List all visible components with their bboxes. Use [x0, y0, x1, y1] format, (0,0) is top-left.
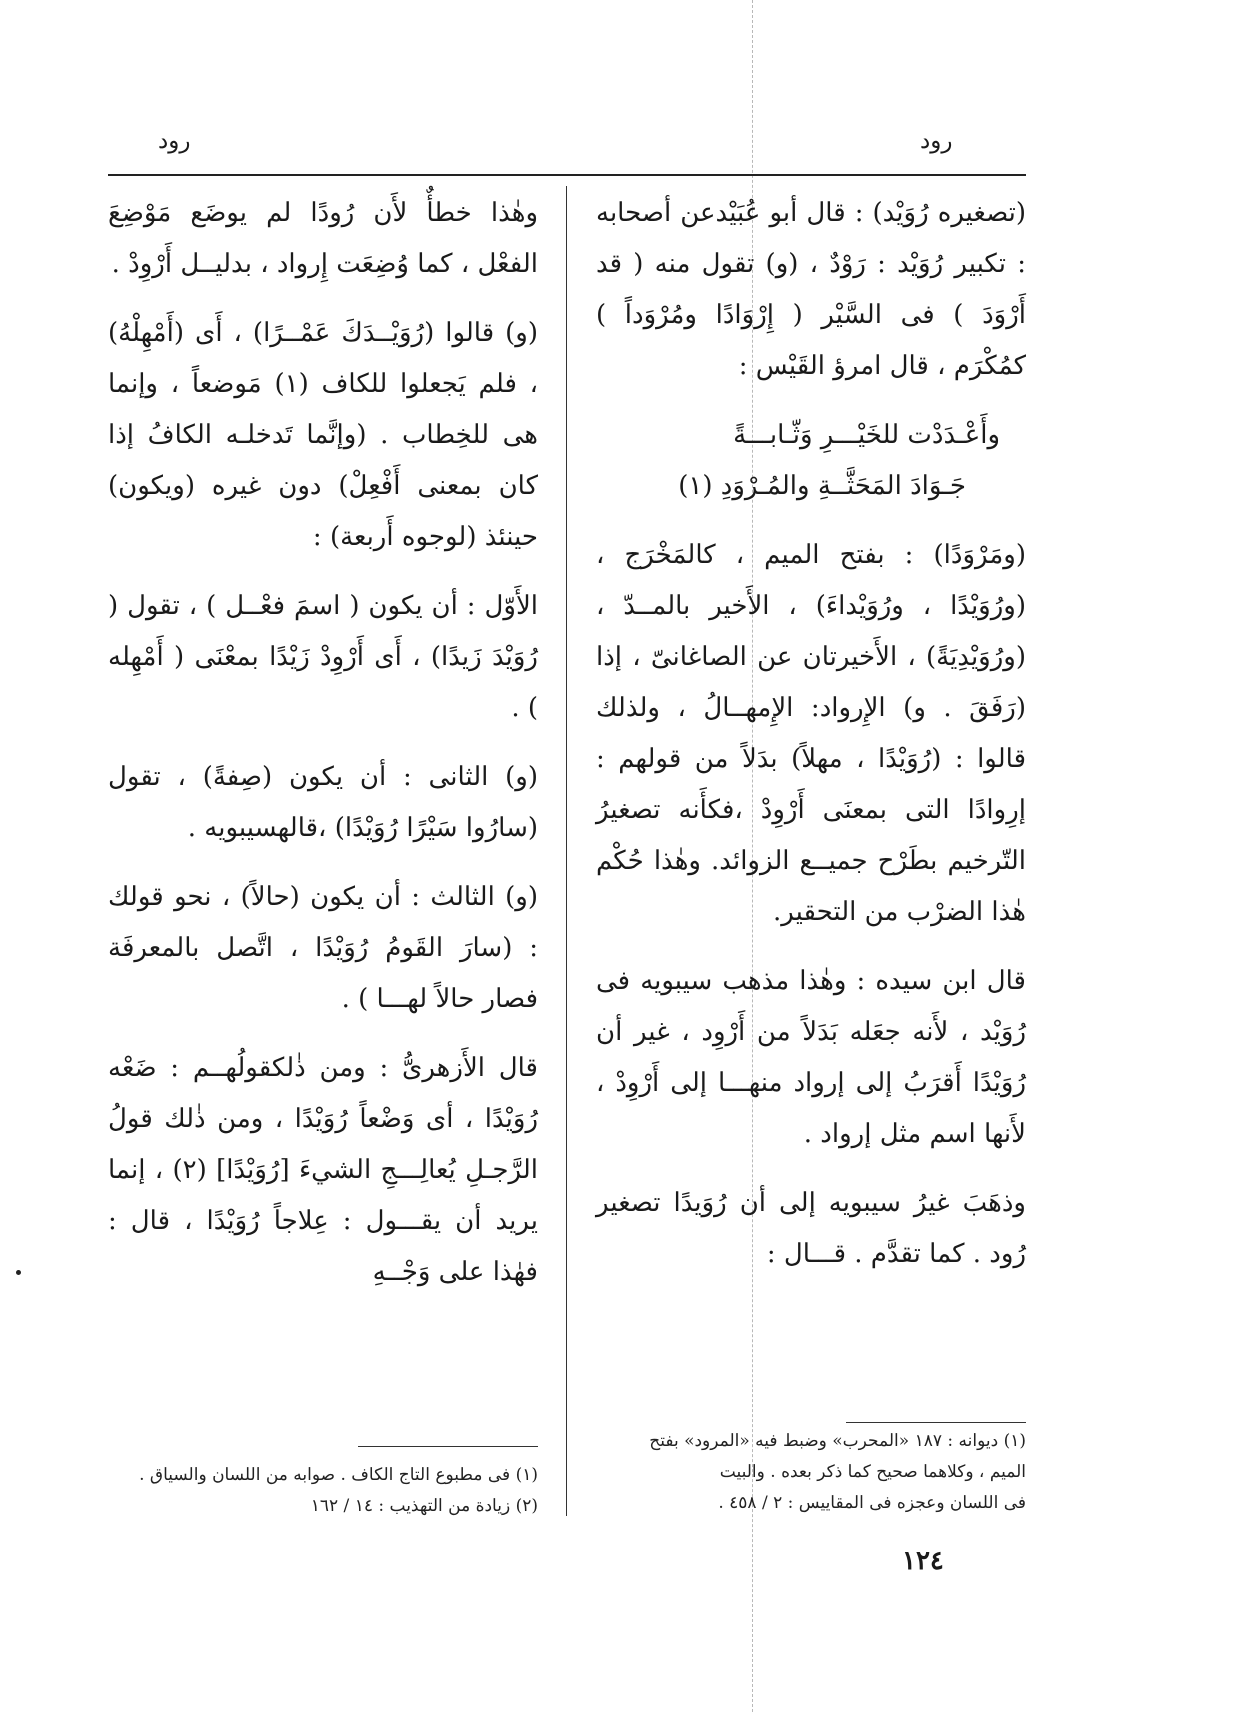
footnotes-left: [108, 1460, 538, 1522]
header-rule: [108, 174, 1026, 176]
paragraph: الأَوّل : أن يكون ( اسمَ فعْــل ) ، تقول ( رُوَيْدَ زَيدًا) ، أَى أَرْوِدْ زَيْدًا بمعْنَى ( أَمْهِله ) .: [108, 591, 538, 723]
verse-line-2: جَـوَادَ المَحَثَّــةِ والمُـرْوَدِ (١): [678, 471, 966, 501]
footnote-line: الميم ، وكلاهما صحيح كما ذكر بعده . والبيت: [719, 1462, 1026, 1482]
scan-speck: [16, 1270, 21, 1275]
paragraph: (ومَرْوَدًا) : بفتح الميم ، كالمَخْرَج ، (ورُوَيْدًا ، ورُوَيْداءَ) ، الأَخير بالمــدّ ، (ورُوَيْدِيَةً) ، الأَخيرتان عن الصاغانىّ ، إذا (رَفَقَ . و) الإِرواد: الإِمهــالُ ، ولذلك قالوا : (رُوَيْدًا ، مهلاً) بدَلاً من قولهم : إرِوادًا التى بمعنَى أَرْوِدْ ،فكأَنه تصغيرُ التّرخيم بطَرْح جميــع الزوائد. وهٰذا حُكْم هٰذا الضرْب من التحقير.: [596, 540, 1026, 927]
paragraph: قال الأَزهرىُّ : ومن ذٰلكقولُهــم : ضَعْه رُوَيْدًا ، أى وَضْعاً رُوَيْدًا ، ومن ذٰلك قولُ الرَّجـلِ يُعالِـــجِ الشيءَ [رُوَيْدًا] (٢) ، إنما يريد أن يقـــول : عِلاجاً رُوَيْدًا ، قال : فهٰذا على وَجْــهِ: [108, 1053, 538, 1287]
paragraph: (و) الثالث : أن يكون (حالاً) ، نحو قولك : (سارَ القَومُ رُوَيْدًا ، اتَّصل بالمعرفَة فصار حالاً لهـــا ) .: [108, 882, 538, 1014]
column-divider: [566, 186, 567, 1516]
footnote-rule-left: [358, 1446, 538, 1447]
paragraph: (تصغيره رُوَيْد) : قال أبو عُبَيْدعن أصحابه : تكبير رُوَيْد : رَوْدٌ ، (و) تقول منه ( قد أَرْوَدَ ) فى السَّيْر ( إِرْوَادًا ومُرْوَداً ) كمُكْرَم ، قال امرؤ القَيْس :: [596, 198, 1026, 381]
running-header-left: رود: [158, 128, 191, 154]
footnote-line: فى اللسان وعجزه فى المقاييس : ٢ / ٤٥٨ .: [718, 1493, 1026, 1513]
paragraph: وهٰذا خطأٌ لأَن رُودًا لم يوضَع مَوْضِعَ الفعْل ، كما وُضِعَت إِرواد ، بدليــل أَرْوِدْ .: [108, 198, 538, 279]
footnotes-right: [596, 1426, 1026, 1519]
verse-line-1: وأَعْـدَدْت للخَيْـــرِ وَثّـابـــةً: [733, 420, 1000, 450]
left-column: [108, 188, 538, 1316]
footnote-line: (١) فى مطبوع التاج الكاف . صوابه من اللسان والسياق .: [139, 1465, 538, 1485]
paragraph: (و) الثانى : أن يكون (صِفةً) ، تقول (سارُوا سَيْرًا رُوَيْدًا) ،قالهسيبويه .: [108, 762, 538, 843]
right-column: [596, 188, 1026, 1298]
page-number: ١٢٤: [902, 1546, 944, 1576]
footnote-line: (٢) زيادة من التهذيب : ١٤ / ١٦٢: [310, 1496, 538, 1516]
footnote-line: (١) ديوانه : ١٨٧ «المحرب» وضبط فيه «المرود» بفتح: [649, 1431, 1026, 1451]
running-header-right: رود: [920, 128, 953, 154]
paragraph: (و) قالوا (رُوَيْــدَكَ عَمْــرًا) ، أَى (أَمْهِلْهُ) ، فلم يَجعلوا للكاف (١) مَوضعاً ، وإنما هى للخِطاب . (وإنَّما تَدخلـه الكافُ إذا كان بمعنى أَفْعِلْ) دون غيره (ويكون) حينئذ (لوجوه أَربعة) :: [108, 318, 538, 552]
footnote-rule-right: [846, 1422, 1026, 1423]
paragraph: وذهَبَ غيرُ سيبويه إلى أن رُوَيدًا تصغير رُود . كما تقدَّم . قـــال :: [596, 1188, 1026, 1269]
paragraph: قال ابن سيده : وهٰذا مذهب سيبويه فى رُوَيْد ، لأَنه جعَله بَدَلاً من أَرْوِد ، غير أن رُوَيْدًا أَقرَبُ إلى إرواد منهـــا إلى أَرْوِدْ ، لأَنها اسم مثل إرواد .: [596, 966, 1026, 1149]
